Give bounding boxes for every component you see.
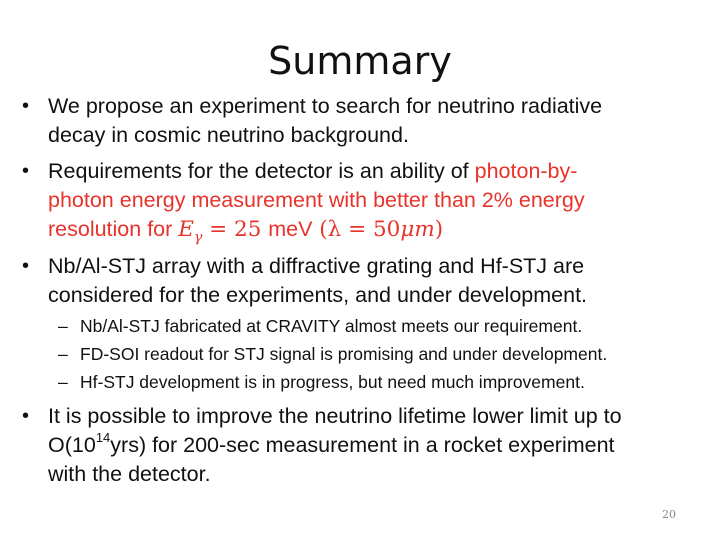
highlight-text: photon-by-: [474, 159, 578, 183]
bullet-text: decay in cosmic neutrino background.: [48, 123, 409, 147]
bullet-text: Nb/Al-STJ array with a diffractive grating and Hf-STJ are: [48, 254, 585, 278]
math-equation: = 25: [202, 217, 269, 242]
bullet-text: O(10: [48, 433, 96, 457]
unit-text: meV: [268, 217, 313, 241]
bullet-item-2: [22, 157, 585, 252]
sub-item-2: [58, 340, 608, 369]
bullet-item-4: [22, 402, 622, 489]
highlight-text: resolution for: [48, 217, 179, 241]
bullet-text: Requirements for the detector is an ability of: [48, 159, 475, 183]
bullet-marker: •: [22, 255, 30, 277]
math-energy-symbol: E: [178, 217, 194, 242]
bullet-text: We propose an experiment to search for neutrino radiative: [48, 94, 603, 118]
highlight-text: photon energy measurement with better than 2% energy: [48, 188, 585, 212]
bullet-text: yrs) for 200-sec measurement in a rocket experiment: [110, 433, 615, 457]
sub-marker: –: [58, 372, 68, 392]
bullet-item-3: [22, 252, 588, 310]
bullet-item-1: [22, 92, 603, 150]
sub-text: Nb/Al-STJ fabricated at CRAVITY almost meets our requirement.: [80, 316, 583, 336]
math-wavelength: (λ = 50: [312, 217, 401, 242]
sub-marker: –: [58, 316, 68, 336]
bullet-text: with the detector.: [48, 462, 211, 486]
bullet-marker: •: [22, 160, 30, 182]
math-unit: μm: [400, 217, 435, 242]
sub-item-3: [58, 368, 585, 397]
bullet-marker: •: [22, 405, 30, 427]
bullet-marker: •: [22, 95, 30, 117]
math-subscript: γ: [193, 229, 203, 246]
math-close: ): [434, 217, 444, 242]
superscript: 14: [95, 429, 111, 445]
page-number: 20: [662, 508, 676, 521]
sub-marker: –: [58, 344, 68, 364]
sub-text: Hf-STJ development is in progress, but need much improvement.: [80, 372, 585, 392]
slide-title: Summary: [268, 39, 452, 83]
sub-text: FD-SOI readout for STJ signal is promising and under development.: [80, 344, 608, 364]
sub-item-1: [58, 312, 583, 341]
bullet-text: It is possible to improve the neutrino lifetime lower limit up to: [48, 404, 622, 428]
bullet-text: considered for the experiments, and under development.: [48, 283, 588, 307]
